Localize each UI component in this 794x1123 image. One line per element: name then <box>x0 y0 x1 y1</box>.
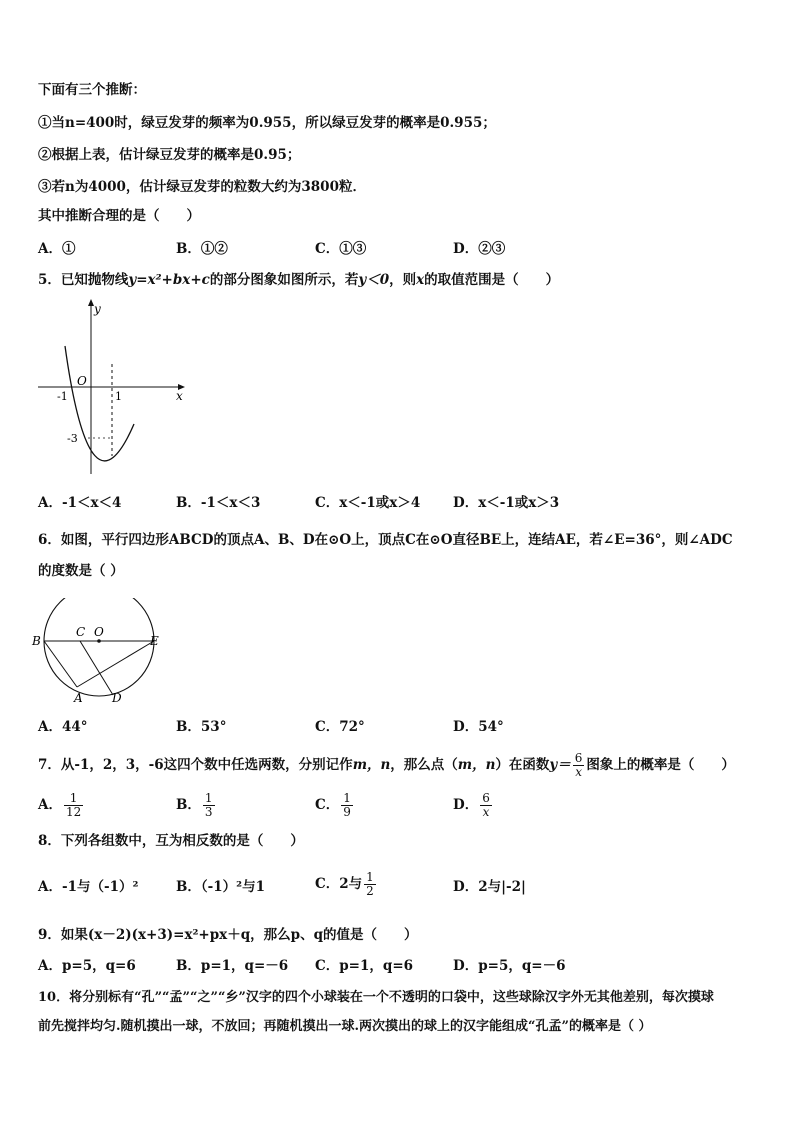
intro-heading: 下面有三个推断： <box>38 82 146 98</box>
q6-option-a[interactable]: A．44° <box>38 719 88 735</box>
graph-y-label: y <box>94 302 101 316</box>
q7-option-a[interactable]: A． $\frac{1}{12}$ <box>38 791 82 819</box>
q6-option-d[interactable]: D．54° <box>453 719 504 735</box>
q7-option-c[interactable]: C． $\frac{1}{9}$ <box>315 791 351 819</box>
intro-option-d[interactable]: D．②③ <box>453 241 506 257</box>
q5-option-a[interactable]: A．-1＜x＜4 <box>38 495 122 511</box>
point-a-label: A <box>74 691 83 705</box>
q6-stem-line2: 的度数是（ ） <box>38 563 124 579</box>
q10-stem-line2: 前先搅拌均匀.随机摸出一球，不放回；再随机摸出一球.两次摸出的球上的汉字能组成“孔孟”的概率是（ ） <box>38 1019 652 1034</box>
segment-ae <box>77 641 154 687</box>
q8-option-b[interactable]: B．（-1）²与1 <box>176 879 265 895</box>
q7-option-b[interactable]: B． $\frac{1}{3}$ <box>176 791 213 819</box>
q5-option-b[interactable]: B．-1＜x＜3 <box>176 495 261 511</box>
intro-question: 其中推断合理的是（ ） <box>38 208 200 224</box>
q9-option-a[interactable]: A．p=5，q=6 <box>38 958 136 974</box>
q5-option-c[interactable]: C．x＜-1或x＞4 <box>315 495 421 511</box>
q5-parabola-graph <box>30 296 200 481</box>
circle-o <box>44 598 154 696</box>
segment-hidden <box>44 641 113 695</box>
point-c-label: C <box>76 625 86 639</box>
q6-option-c[interactable]: C．72° <box>315 719 365 735</box>
q5-stem: 5．已知抛物线y=x²+bx+c的部分图象如图所示，若y＜0，则x的取值范围是（ ） <box>38 272 560 288</box>
q9-stem: 9．如果(x－2)(x+3)=x²+px＋q，那么p、q的值是（ ） <box>38 927 418 943</box>
center-dot <box>97 639 101 643</box>
q9-option-b[interactable]: B．p=1，q=－6 <box>176 958 289 974</box>
intro-option-b[interactable]: B．①② <box>176 241 228 257</box>
graph-1-label: 1 <box>115 390 122 403</box>
q8-option-a[interactable]: A．-1与（-1）² <box>38 879 139 895</box>
q7-option-d[interactable]: D． $\frac{6}{x}$ <box>453 791 490 819</box>
q7-stem: 7．从-1，2，3，-6这四个数中任选两数，分别记作m，n，那么点（m，n）在函数y＝ $\frac{6}{x}$ 图象上的概率是（ ） <box>38 751 735 779</box>
q10-stem-line1: 10．将分别标有“孔”“孟”“之”“乡”汉字的四个小球装在一个不透明的口袋中，这些球除汉字外无其他差别，每次摸球 <box>38 990 714 1005</box>
graph-minus1-label: -1 <box>57 390 68 403</box>
graph-minus3-label: -3 <box>67 432 78 445</box>
inference-2: ②根据上表，估计绿豆发芽的概率是0.95； <box>38 147 301 163</box>
point-d-label: D <box>112 691 122 705</box>
q9-option-c[interactable]: C．p=1，q=6 <box>315 958 414 974</box>
q9-option-d[interactable]: D．p=5，q=－6 <box>453 958 566 974</box>
inference-1: ①当n=400时，绿豆发芽的频率为0.955，所以绿豆发芽的概率是0.955； <box>38 115 496 131</box>
intro-option-a[interactable]: A．① <box>38 241 76 257</box>
q7-func-fraction: $\frac{6}{x}$ <box>574 751 583 779</box>
graph-x-label: x <box>176 389 183 403</box>
q8-option-c[interactable]: C．2与 $\frac{1}{2}$ <box>315 870 374 898</box>
intro-option-c[interactable]: C．①③ <box>315 241 367 257</box>
inference-3: ③若n为4000，估计绿豆发芽的粒数大约为3800粒． <box>38 179 366 195</box>
q6-stem-line1: 6．如图，平行四边形ABCD的顶点A、B、D在⊙O上，顶点C在⊙O直径BE上，连结AE，若∠E=36°，则∠ADC <box>38 532 733 548</box>
q6-option-b[interactable]: B．53° <box>176 719 227 735</box>
q6-circle-figure <box>30 598 170 710</box>
q8-stem: 8．下列各组数中，互为相反数的是（ ） <box>38 833 304 849</box>
graph-origin-label: O <box>77 374 87 388</box>
point-b-label: B <box>32 634 41 648</box>
point-e-label: E <box>150 634 159 648</box>
point-o-label: O <box>94 625 104 639</box>
q5-option-d[interactable]: D．x＜-1或x＞3 <box>453 495 560 511</box>
q8-option-d[interactable]: D．2与|-2| <box>453 879 526 895</box>
